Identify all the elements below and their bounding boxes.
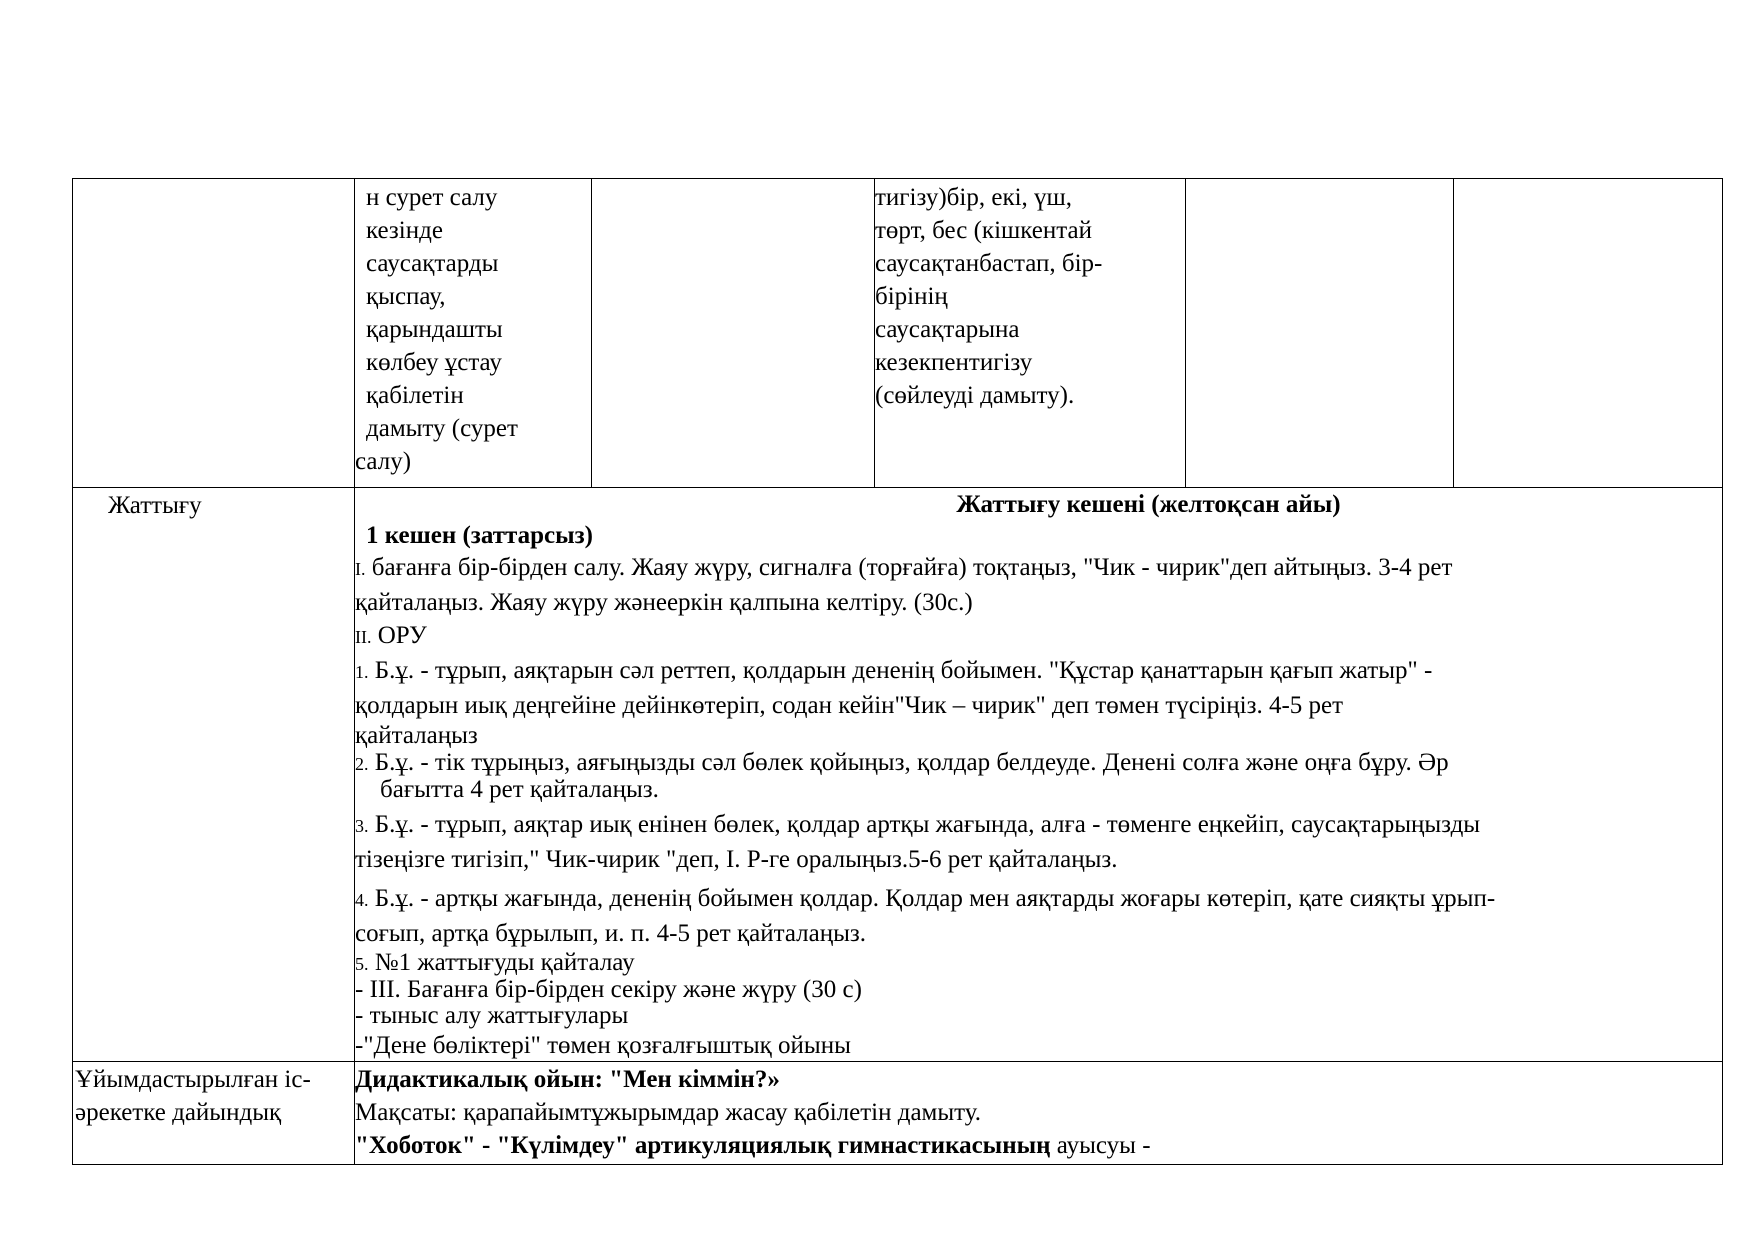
- text-line: көлбеу ұстау: [366, 349, 502, 376]
- text-line: қабілетін: [366, 382, 464, 409]
- item-marker: I.: [355, 559, 366, 579]
- text-line: бірінің: [875, 283, 948, 310]
- text-line: қарындашты: [366, 316, 503, 343]
- table-row: [73, 1062, 1723, 1165]
- exercise-label-cell: [73, 488, 355, 1062]
- text-line: Б.ұ. - тік тұрыңыз, аяғыңызды сәл бөлек қойыңыз, қолдар белдеуде. Денені солға және оңға бұру. Әр: [374, 749, 1449, 776]
- exercise-item: [355, 654, 1722, 749]
- exercise-item: [355, 619, 1722, 654]
- text-line: соғып, артқа бұрылып, и. п. 4-5 рет қайталаңыз.: [355, 920, 867, 947]
- row1-empty-cell-6: [1454, 179, 1723, 488]
- text-line: қолдарын иық деңгейіне дейінкөтеріп, содан кейін"Чик – чирик" деп төмен түсіріңіз. 4-5 рет: [355, 692, 1344, 719]
- text-line: төрт, бес (кішкентай: [875, 217, 1092, 244]
- text-line: қыспау,: [366, 283, 446, 310]
- exercise-label: Жаттығу: [108, 492, 202, 519]
- row1-label-cell: [73, 179, 355, 488]
- item-marker: 5.: [355, 954, 369, 974]
- text-line: саусақтанбастап, бір-: [875, 250, 1103, 277]
- text-line: н сурет салу: [366, 184, 498, 211]
- exercise-item: [355, 808, 1722, 876]
- text-line: Ұйымдастырылған іс-: [75, 1066, 311, 1093]
- gymnastics-title: "Хоботок" - "Күлімдеу" артикуляциялық гимнастикасының: [355, 1132, 1051, 1159]
- preparation-label-cell: [73, 1062, 355, 1165]
- text-line: кезінде: [366, 217, 443, 244]
- table-row: [73, 488, 1723, 1062]
- row1-empty-cell-5: [1186, 179, 1454, 488]
- text-line: әрекетке дайындық: [75, 1099, 282, 1126]
- text-line: Б.ұ. - тұрып, аяқтарын сәл реттеп, қолдарын дененің бойымен. "Құстар қанаттарын қағып жатыр" -: [374, 657, 1433, 684]
- exercise-item: [355, 551, 1722, 619]
- text-line: дамыту (сурет: [366, 415, 518, 442]
- goal-line: Мақсаты: қарапайымтұжырымдар жасау қабілетін дамыту.: [355, 1099, 982, 1126]
- text-line: тізеңізге тигізіп," Чик-чирик "деп, І. Р-ге оралыңыз.5-6 рет қайталаңыз.: [355, 846, 1118, 873]
- text-line: тигізу)бір, екі, үш,: [875, 184, 1073, 211]
- exercise-item: [355, 882, 1722, 950]
- item-marker: 2.: [355, 754, 369, 774]
- text-line: №1 жаттығуды қайталау: [374, 949, 635, 976]
- preparation-content-cell: [355, 1062, 1723, 1165]
- row1-drawing-cell: [355, 179, 592, 488]
- text-line: кезекпентигізу: [875, 349, 1033, 376]
- text-line: Б.ұ. - тұрып, аяқтар иық енінен бөлек, қолдар артқы жағында, алға - төменге еңкейіп, саусақтарыңызды: [374, 811, 1481, 838]
- item-marker: 4.: [355, 890, 369, 910]
- didactic-game-title: Дидактикалық ойын: "Мен кіммін?»: [355, 1066, 780, 1093]
- text-line: (сөйлеуді дамыту).: [875, 382, 1075, 409]
- text-line: - III. Бағанға бір-бірден секіру және жүру (30 с): [355, 976, 862, 1003]
- text-line: ауысуы -: [1056, 1132, 1151, 1159]
- text-line: - тыныс алу жаттығулары: [355, 1002, 629, 1029]
- exercise-item: [355, 749, 1722, 802]
- text-line: бағанға бір-бірден салу. Жаяу жүру, сигналға (торғайға) тоқтаңыз, "Чик - чирик"деп айтыңыз. 3-4 рет: [371, 554, 1453, 581]
- row1-speech-cell: [875, 179, 1186, 488]
- text-line: Б.ұ. - артқы жағында, дененің бойымен қолдар. Қолдар мен аяқтарды жоғары көтеріп, қате сияқты ұрып-: [374, 885, 1496, 912]
- item-marker: II.: [355, 627, 372, 647]
- text-line: саусақтарды: [366, 250, 499, 277]
- complex-title: Жаттығу кешені (желтоқсан айы): [956, 491, 1341, 518]
- complex-subtitle: 1 кешен (заттарсыз): [366, 522, 593, 549]
- row1-empty-cell-3: [592, 179, 875, 488]
- text-line: саусақтарына: [875, 316, 1020, 343]
- exercise-item: [355, 950, 1722, 977]
- plan-table: [72, 178, 1723, 1165]
- item-marker: 3.: [355, 816, 369, 836]
- text-line: бағытта 4 рет қайталаңыз.: [380, 776, 659, 803]
- item-marker: 1.: [355, 662, 369, 682]
- text-line: қайталаңыз. Жаяу жүру жәнееркін қалпына келтіру. (30с.): [355, 589, 973, 616]
- exercise-content-cell: [355, 488, 1723, 1062]
- text-line: -"Дене бөліктері" төмен қозғалғыштық ойыны: [355, 1032, 851, 1059]
- text-line: қайталаңыз: [355, 722, 478, 749]
- text-line: ОРУ: [377, 622, 427, 649]
- table-row: [73, 179, 1723, 488]
- text-line: салу): [355, 448, 412, 475]
